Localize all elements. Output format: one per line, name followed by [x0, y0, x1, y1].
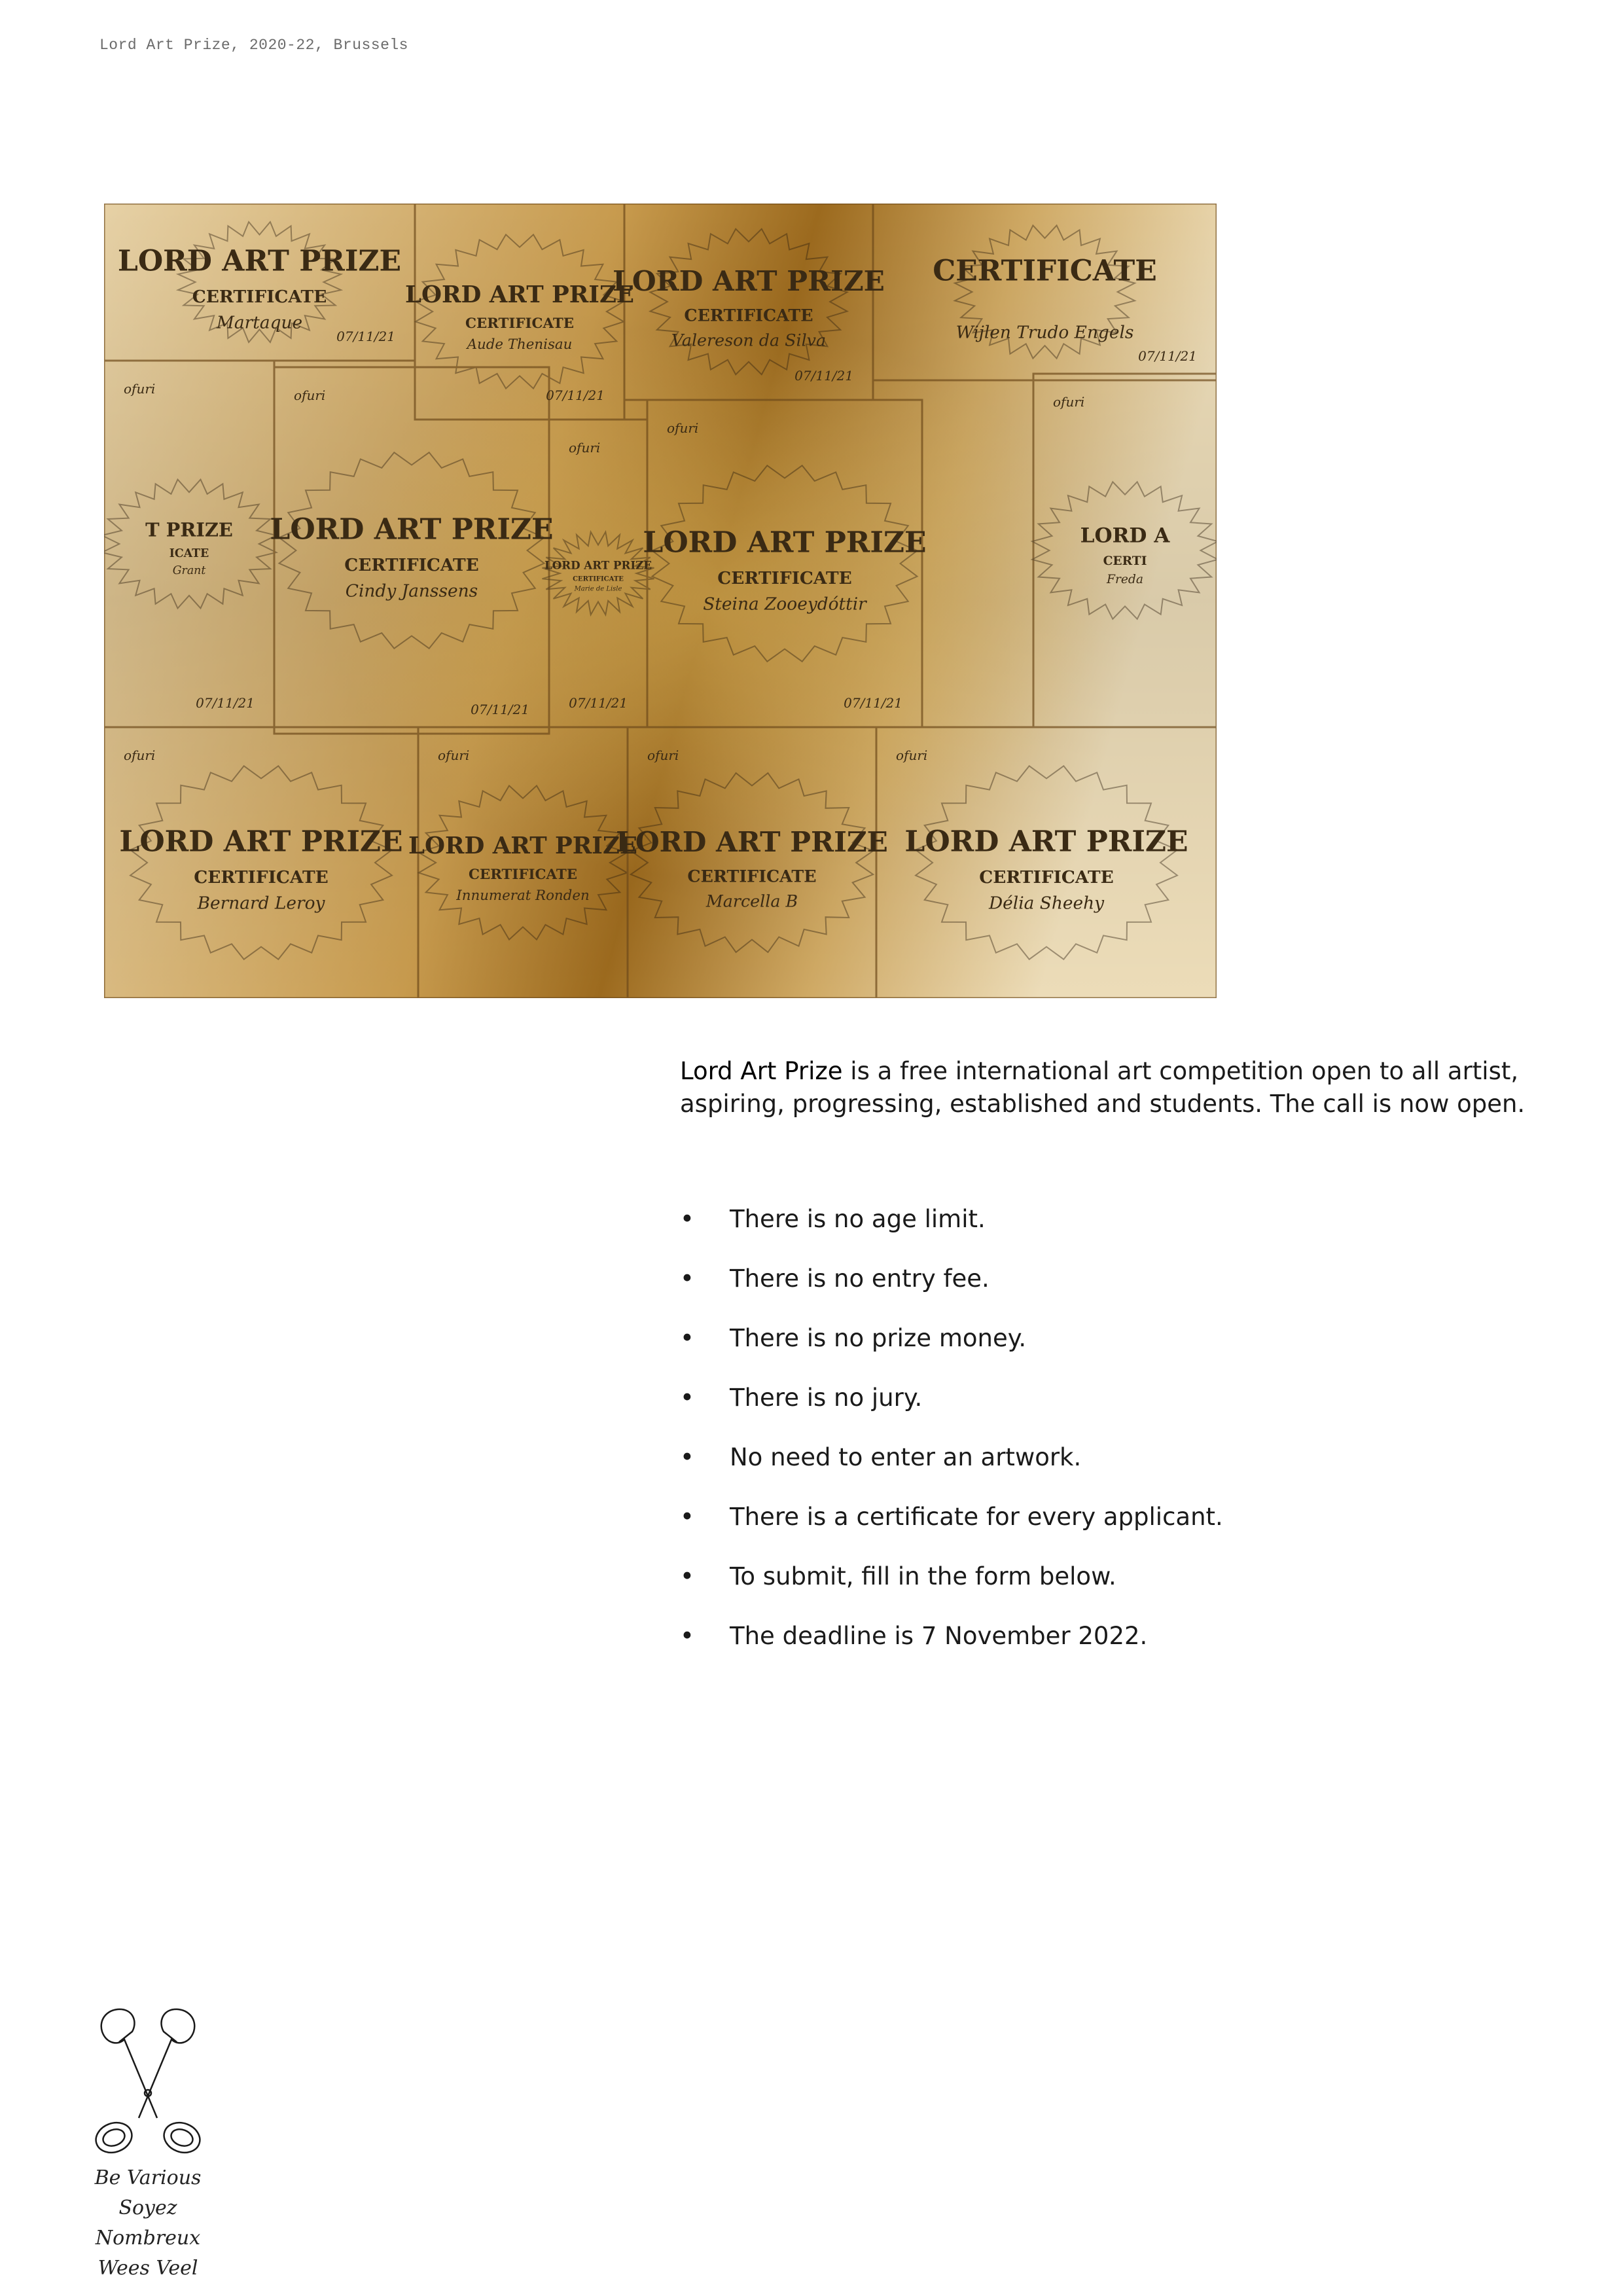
plate-name: Délia Sheehy — [989, 893, 1104, 914]
list-item-text: To submit, fill in the form below. — [730, 1562, 1116, 1590]
plate-subtitle: CERTIFICATE — [192, 286, 327, 307]
plate-maker: ofuri — [124, 381, 156, 397]
bullet: • — [680, 1265, 694, 1293]
bullet: • — [680, 1384, 694, 1412]
plate-date: 07/11/21 — [569, 695, 628, 711]
plate-date: 07/11/21 — [336, 329, 395, 344]
plate-date: 07/11/21 — [471, 702, 529, 717]
plate-maker: ofuri — [124, 747, 156, 763]
plate-name: Martaque — [216, 312, 303, 333]
plate-title: LORD ART PRIZE — [408, 832, 637, 859]
plate-title: CERTIFICATE — [933, 254, 1157, 288]
plate-title: T PRIZE — [145, 518, 233, 541]
photo-svg — [104, 204, 1217, 998]
plate-name: Freda — [1107, 572, 1143, 586]
plate-name: Marcella B — [705, 891, 798, 911]
plate-subtitle: ICATE — [169, 547, 209, 561]
list-item-text: No need to enter an artwork. — [730, 1443, 1082, 1471]
plate-name: Marie de Lisle — [574, 585, 622, 593]
plate-maker: ofuri — [1053, 394, 1085, 410]
plate-title: LORD ART PRIZE — [613, 264, 885, 298]
plate-name: Innumerat Ronden — [456, 887, 590, 904]
certificates-photo — [104, 204, 1217, 998]
plate-maker: ofuri — [647, 747, 679, 763]
plate-date: 07/11/21 — [196, 695, 255, 711]
plate-name: Bernard Leroy — [197, 893, 325, 914]
bullet: • — [680, 1622, 694, 1650]
motto-line: Be Various — [94, 2166, 202, 2189]
plate-title: LORD ART PRIZE — [643, 526, 927, 560]
bullet: • — [680, 1503, 694, 1531]
plate-maker: ofuri — [896, 747, 928, 763]
list-item — [680, 1560, 1223, 1620]
plate-title: LORD ART PRIZE — [119, 825, 403, 859]
plate-name: Cindy Janssens — [345, 581, 478, 601]
list-item — [680, 1441, 1223, 1501]
list-item — [680, 1263, 1223, 1322]
plate-name: Grant — [172, 564, 206, 578]
plate-maker: ofuri — [667, 420, 699, 436]
plate-maker: ofuri — [569, 440, 601, 456]
bullet: • — [680, 1205, 694, 1233]
plate-title: LORD ART PRIZE — [405, 281, 634, 308]
bullet: • — [680, 1443, 694, 1471]
list-item — [680, 1322, 1223, 1382]
list-item — [680, 1382, 1223, 1441]
rules-list — [680, 1203, 1223, 1679]
plate-title: LORD ART PRIZE — [904, 825, 1188, 859]
list-item — [680, 1620, 1223, 1679]
brand-name: Lord Art Prize — [680, 1057, 843, 1085]
list-item-text: There is no jury. — [730, 1384, 923, 1412]
plate-date: 07/11/21 — [844, 695, 902, 711]
plate-subtitle: CERTIFICATE — [979, 867, 1114, 888]
intro-text: is a free international art competition open to all artist, aspiring, progressing, established and students. The call is now open. — [680, 1057, 1525, 1118]
list-item — [680, 1501, 1223, 1560]
plate-maker: ofuri — [438, 747, 470, 763]
plate-title: LORD ART PRIZE — [270, 512, 554, 547]
plate-date: 07/11/21 — [1138, 348, 1197, 364]
list-item-text: There is no entry fee. — [730, 1265, 990, 1293]
plate-subtitle: CERTI — [1103, 553, 1147, 568]
plate-subtitle: CERTIFICATE — [717, 567, 852, 588]
plate-name: Wijlen Trudo Engels — [955, 322, 1134, 343]
bullet: • — [680, 1562, 694, 1590]
plate-subtitle: CERTIFICATE — [194, 867, 329, 888]
plate-subtitle: CERTIFICATE — [573, 575, 624, 583]
plate-date: 07/11/21 — [546, 387, 605, 403]
list-item-text: There is no prize money. — [730, 1324, 1027, 1352]
plate-subtitle: CERTIFICATE — [684, 305, 813, 325]
plate-subtitle: CERTIFICATE — [344, 554, 479, 575]
plate-name: Aude Thenisau — [467, 336, 573, 353]
plate-date: 07/11/21 — [794, 368, 853, 384]
plate-title: LORD ART PRIZE — [117, 244, 402, 278]
plate-subtitle: CERTIFICATE — [468, 866, 578, 883]
plate-name: Valereson da Silva — [671, 330, 827, 350]
plate-maker: ofuri — [294, 387, 326, 403]
plate-subtitle: CERTIFICATE — [465, 315, 575, 332]
plate-title: LORD ART PRIZE — [544, 558, 652, 572]
page-header: Lord Art Prize, 2020-22, Brussels — [99, 37, 408, 54]
plate-title: LORD A — [1080, 524, 1170, 548]
bullet: • — [680, 1324, 694, 1352]
plate-name: Steina Zooeydóttir — [703, 594, 866, 615]
intro-paragraph — [680, 1055, 1531, 1121]
list-item-text: The deadline is 7 November 2022. — [730, 1622, 1148, 1650]
list-item-text: There is no age limit. — [730, 1205, 986, 1233]
motto-line: Soyez Nombreux — [95, 2197, 201, 2250]
plate-subtitle: CERTIFICATE — [687, 866, 817, 886]
motto-line: Wees Veel — [98, 2257, 198, 2280]
list-item — [680, 1203, 1223, 1263]
plate-title: LORD ART PRIZE — [616, 825, 888, 859]
scissors-icon — [76, 2003, 220, 2160]
footer-logo — [76, 2003, 220, 2284]
list-item-text: There is a certificate for every applicant. — [730, 1503, 1223, 1531]
